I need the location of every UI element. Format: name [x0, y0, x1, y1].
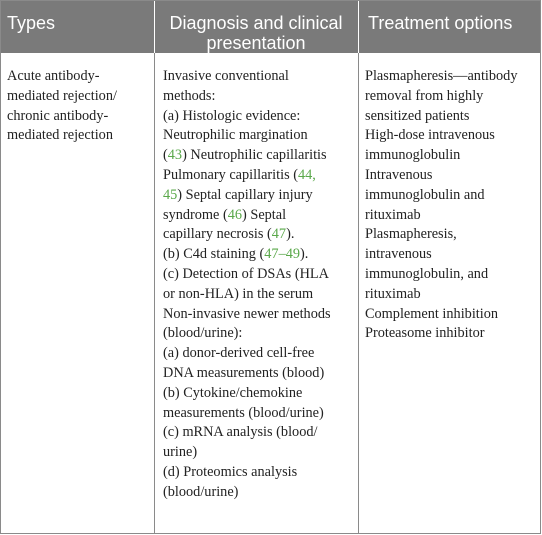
diagnosis-line: (blood/urine): [163, 325, 243, 342]
diagnosis-line: (b) Cytokine/chemokine [163, 384, 303, 401]
line-text: ) Septal capillary injury [177, 186, 313, 203]
line-text: ). [286, 226, 295, 243]
treatment-line: Plasmapheresis, [365, 226, 457, 243]
header-treatment: Treatment options [368, 13, 513, 33]
diagnosis-line: Invasive conventional [163, 68, 289, 84]
diagnosis-line: DNA measurements (blood) [163, 364, 325, 381]
treatment-line: immunoglobulin and [365, 186, 485, 203]
diagnosis-line: (c) Detection of DSAs (HLA [163, 265, 329, 282]
header-types: Types [7, 13, 56, 33]
treatment-line: rituximab [365, 206, 421, 223]
reference-link[interactable]: 47 [271, 226, 287, 243]
line-text: capillary necrosis ( [163, 226, 272, 243]
diagnosis-line: (a) Histologic evidence: [163, 107, 301, 124]
diagnosis-line: Neutrophilic margination [163, 127, 308, 144]
diagnosis-line [163, 146, 357, 166]
reference-link[interactable]: 46 [227, 206, 243, 223]
line-text: ) Neutrophilic capillaritis [182, 147, 327, 164]
line-text: ) Septal [242, 206, 287, 223]
line-text: ). [300, 246, 309, 263]
line-text: Pulmonary capillaritis ( [163, 166, 298, 183]
treatment-line: High-dose intravenous [365, 127, 495, 144]
header-divider [358, 1, 359, 53]
header-divider [154, 1, 155, 53]
line-text: (b) C4d staining ( [163, 246, 265, 263]
reference-link[interactable]: 47–49 [264, 246, 301, 263]
line-text: syndrome ( [163, 206, 228, 223]
column-divider [154, 1, 155, 533]
treatment-line: Proteasome inhibitor [365, 325, 485, 342]
types-line: Acute antibody- [7, 68, 100, 84]
types-line: mediated rejection/ [7, 87, 117, 104]
diagnosis-line: Non-invasive newer methods [163, 305, 331, 322]
treatment-line: sensitized patients [365, 107, 470, 124]
table-header [1, 1, 540, 53]
treatment-cell [365, 67, 540, 344]
treatment-line: removal from highly [365, 87, 484, 104]
reference-link[interactable]: 43 [167, 147, 183, 164]
diagnosis-line [163, 186, 357, 206]
treatment-line: Complement inhibition [365, 305, 499, 322]
diagnosis-line: (blood/urine) [163, 483, 239, 500]
header-diagnosis: Diagnosis and clinical presentation [169, 13, 343, 53]
diagnosis-line [163, 245, 357, 265]
treatment-line: immunoglobulin [365, 147, 461, 164]
diagnosis-line: methods: [163, 87, 216, 104]
diagnosis-line: urine) [163, 444, 198, 461]
column-divider [358, 1, 359, 533]
reference-link[interactable]: 44, [298, 166, 316, 183]
treatment-line: Plasmapheresis—antibody [365, 68, 518, 84]
diagnosis-line: or non-HLA) in the serum [163, 285, 314, 302]
treatment-line: intravenous [365, 246, 432, 263]
diagnosis-line: (d) Proteomics analysis [163, 463, 298, 480]
treatment-line: immunoglobulin, and [365, 265, 489, 282]
reference-link[interactable]: 45 [163, 186, 178, 203]
diagnosis-line: measurements (blood/urine) [163, 404, 324, 421]
types-cell [7, 67, 153, 146]
treatment-line: rituximab [365, 285, 421, 302]
diagnosis-line [163, 166, 357, 186]
types-line: chronic antibody- [7, 107, 109, 124]
types-line: mediated rejection [7, 127, 113, 144]
treatment-line: Intravenous [365, 166, 433, 183]
line-text: ( [163, 147, 168, 164]
diagnosis-line: (a) donor-derived cell-free [163, 345, 315, 362]
diagnosis-line [163, 206, 357, 226]
diagnosis-line [163, 225, 357, 245]
diagnosis-cell [163, 67, 357, 503]
diagnosis-line: (c) mRNA analysis (blood/ [163, 424, 318, 441]
